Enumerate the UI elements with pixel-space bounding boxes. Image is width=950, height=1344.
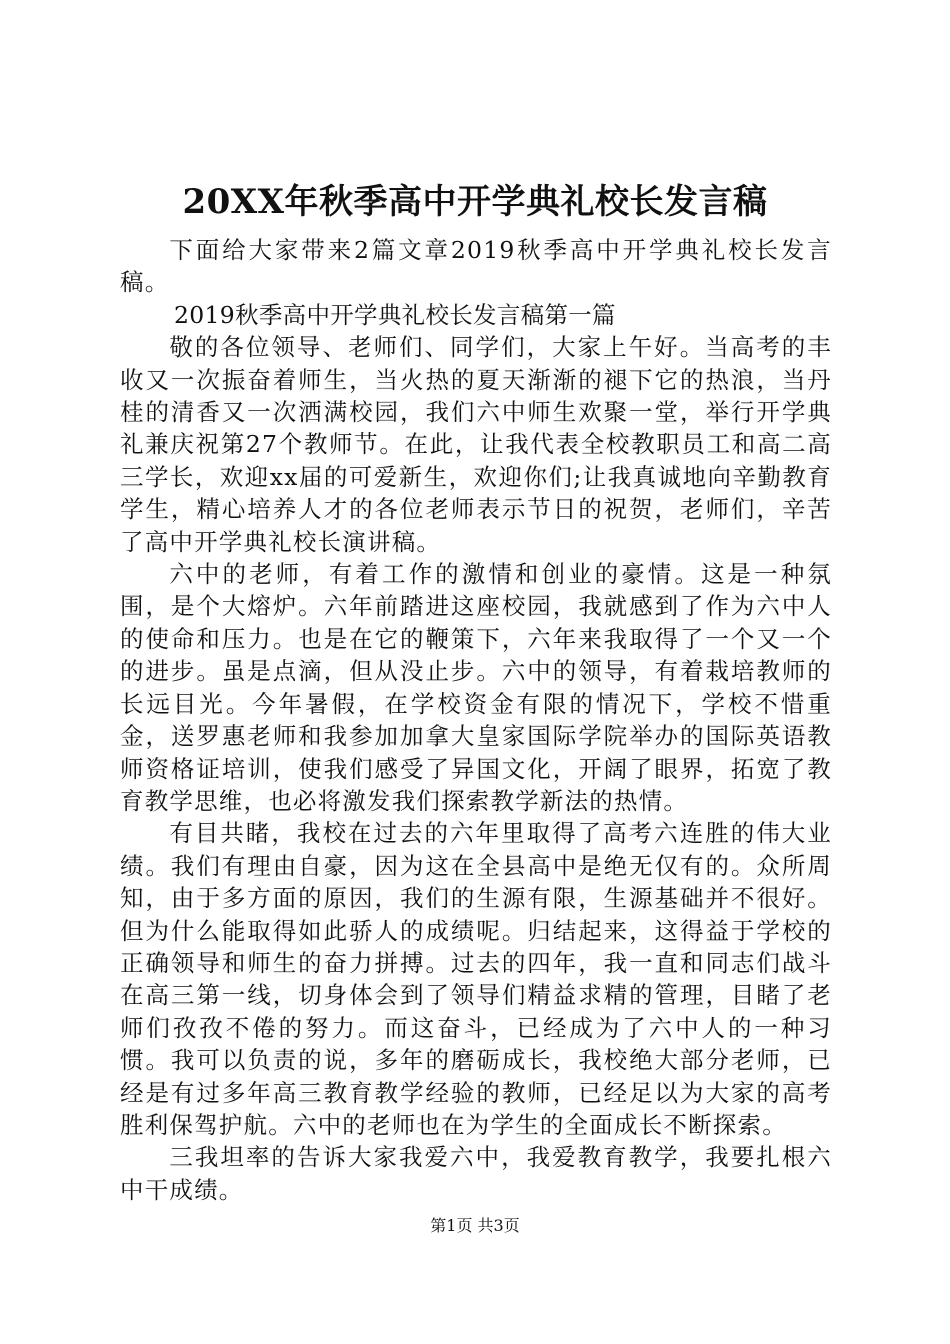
paragraph-teachers: 六中的老师，有着工作的激情和创业的豪情。这是一种氛围，是个大熔炉。六年前踏进这座校园，我就感到了作为六中人的使命和压力。也是在它的鞭策下，六年来我取得了一个又一个的进步。虽是点滴，但从没止步。六中的领导，有着栽培教师的长远目光。今年暑假，在学校资金有限的情况下，学校不惜重金，送罗惠老师和我参加加拿大皇家国际学院举办的国际英语教师资格证培训，使我们感受了异国文化，开阔了眼界，拓宽了教育教学思维，也必将激发我们探索教学新法的热情。 <box>120 560 832 815</box>
paragraph-subheading: 2019秋季高中开学典礼校长发言稿第一篇 <box>174 300 616 329</box>
document-body <box>120 234 832 1206</box>
page-footer: 第1页 共3页 <box>430 1216 520 1235</box>
paragraph-closing: 三我坦率的告诉大家我爱六中，我爱教育教学，我要扎根六中干成绩。 <box>120 1143 832 1204</box>
document-title: 20XX年秋季高中开学典礼校长发言稿 <box>182 182 768 222</box>
paragraph-greeting: 敬的各位领导、老师们、同学们，大家上午好。当高考的丰收又一次振奋着师生，当火热的夏天渐渐的褪下它的热浪，当丹桂的清香又一次洒满校园，我们六中师生欢聚一堂，举行开学典礼兼庆祝第27个教师节。在此，让我代表全校教职员工和高二高三学长，欢迎xx届的可爱新生，欢迎你们;让我真诚地向辛勤教育学生，精心培养人才的各位老师表示节日的祝贺，老师们，辛苦了高中开学典礼校长演讲稿。 <box>120 333 832 556</box>
paragraph-achievements: 有目共睹，我校在过去的六年里取得了高考六连胜的伟大业绩。我们有理由自豪，因为这在全县高中是绝无仅有的。众所周知，由于多方面的原因，我们的生源有限，生源基础并不很好。但为什么能取得如此骄人的成绩呢。归结起来，这得益于学校的正确领导和师生的奋力拼搏。过去的四年，我一直和同志们战斗在高三第一线，切身体会到了领导们精益求精的管理，目睹了老师们孜孜不倦的努力。而这奋斗，已经成为了六中人的一种习惯。我可以负责的说，多年的磨砺成长，我校绝大部分老师，已经是有过多年高三教育教学经验的教师，已经足以为大家的高考胜利保驾护航。六中的老师也在为学生的全面成长不断探索。 <box>120 819 832 1139</box>
paragraph-intro: 下面给大家带来2篇文章2019秋季高中开学典礼校长发言稿。 <box>120 236 832 297</box>
